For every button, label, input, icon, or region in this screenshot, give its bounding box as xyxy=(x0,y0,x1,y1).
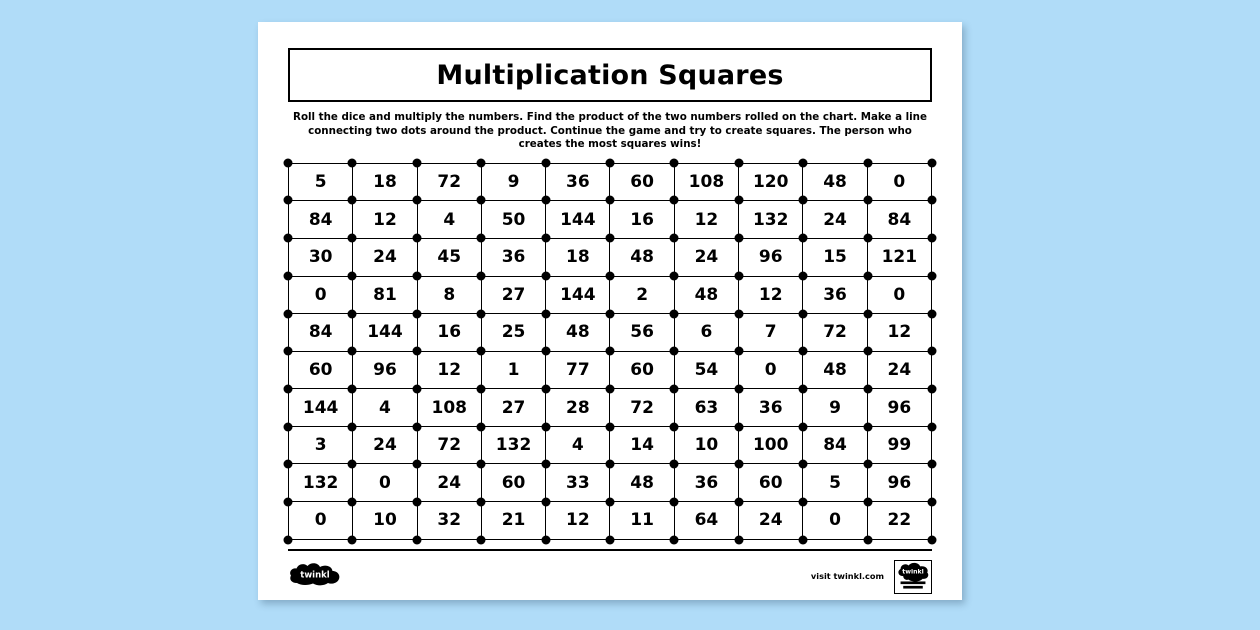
grid-cell[interactable]: 24 xyxy=(674,238,738,276)
grid-cell[interactable]: 96 xyxy=(353,351,417,389)
worksheet-page xyxy=(258,22,962,600)
grid-cell[interactable]: 48 xyxy=(610,238,674,276)
grid-cell[interactable]: 56 xyxy=(610,314,674,352)
svg-text:twinkl: twinkl xyxy=(902,568,924,576)
grid-cell[interactable]: 84 xyxy=(289,314,353,352)
grid-cell[interactable]: 72 xyxy=(417,426,481,464)
grid-cell[interactable]: 60 xyxy=(289,351,353,389)
grid-cell[interactable]: 36 xyxy=(739,389,803,427)
worksheet-content xyxy=(288,48,932,581)
grid-row xyxy=(289,389,932,427)
grid-cell[interactable]: 96 xyxy=(867,464,931,502)
grid-cell[interactable]: 72 xyxy=(417,163,481,201)
grid-cell[interactable]: 27 xyxy=(481,389,545,427)
grid-cell[interactable]: 0 xyxy=(803,502,867,540)
grid-row xyxy=(289,201,932,239)
grid-cell[interactable]: 14 xyxy=(610,426,674,464)
grid-cell[interactable]: 48 xyxy=(610,464,674,502)
grid-cell[interactable]: 24 xyxy=(353,426,417,464)
grid-bottom-rule xyxy=(288,549,932,551)
grid-cell[interactable]: 45 xyxy=(417,238,481,276)
grid-cell[interactable]: 12 xyxy=(867,314,931,352)
grid-cell[interactable]: 60 xyxy=(610,163,674,201)
grid-cell[interactable]: 12 xyxy=(674,201,738,239)
grid-cell[interactable]: 132 xyxy=(481,426,545,464)
page-footer xyxy=(288,559,932,601)
grid-cell[interactable]: 15 xyxy=(803,238,867,276)
grid-cell[interactable]: 12 xyxy=(417,351,481,389)
grid-cell[interactable]: 63 xyxy=(674,389,738,427)
grid-cell[interactable]: 24 xyxy=(803,201,867,239)
grid-cell[interactable]: 25 xyxy=(481,314,545,352)
grid-row xyxy=(289,314,932,352)
grid-cell[interactable]: 3 xyxy=(289,426,353,464)
grid-cell[interactable]: 2 xyxy=(610,276,674,314)
grid-cell[interactable]: 28 xyxy=(546,389,610,427)
grid-body xyxy=(289,163,932,539)
grid-cell[interactable]: 108 xyxy=(674,163,738,201)
grid-cell[interactable]: 60 xyxy=(739,464,803,502)
grid-cell[interactable]: 9 xyxy=(803,389,867,427)
grid-cell[interactable]: 81 xyxy=(353,276,417,314)
grid-cell[interactable]: 144 xyxy=(546,276,610,314)
grid-cell[interactable]: 36 xyxy=(674,464,738,502)
twinkl-badge[interactable] xyxy=(894,560,932,594)
grid-cell[interactable]: 121 xyxy=(867,238,931,276)
grid-cell[interactable]: 132 xyxy=(739,201,803,239)
grid-cell[interactable]: 18 xyxy=(353,163,417,201)
grid-cell[interactable]: 5 xyxy=(289,163,353,201)
grid-cell[interactable]: 4 xyxy=(546,426,610,464)
grid-cell[interactable]: 50 xyxy=(481,201,545,239)
grid-cell[interactable]: 0 xyxy=(353,464,417,502)
grid-cell[interactable]: 5 xyxy=(803,464,867,502)
grid-cell[interactable]: 12 xyxy=(546,502,610,540)
grid-cell[interactable]: 21 xyxy=(481,502,545,540)
grid-cell[interactable]: 60 xyxy=(610,351,674,389)
visit-link[interactable]: visit twinkl.com xyxy=(810,570,884,581)
grid-cell[interactable]: 0 xyxy=(289,502,353,540)
grid-cell[interactable]: 6 xyxy=(674,314,738,352)
grid-row xyxy=(289,163,932,201)
page-title: Multiplication Squares xyxy=(436,59,784,91)
grid-cell[interactable]: 32 xyxy=(417,502,481,540)
grid-cell[interactable]: 77 xyxy=(546,351,610,389)
grid-cell[interactable]: 16 xyxy=(610,201,674,239)
grid-cell[interactable]: 24 xyxy=(353,238,417,276)
grid-cell[interactable]: 132 xyxy=(289,464,353,502)
grid-cell[interactable]: 0 xyxy=(289,276,353,314)
twinkl-logo[interactable] xyxy=(288,561,344,587)
grid-cell[interactable]: 144 xyxy=(353,314,417,352)
grid-cell[interactable]: 27 xyxy=(481,276,545,314)
grid-cell[interactable]: 72 xyxy=(803,314,867,352)
grid-cell[interactable]: 24 xyxy=(867,351,931,389)
grid-row xyxy=(289,238,932,276)
title-box xyxy=(288,48,932,102)
grid-cell[interactable]: 10 xyxy=(674,426,738,464)
grid-cell[interactable]: 4 xyxy=(353,389,417,427)
grid-cell[interactable]: 100 xyxy=(739,426,803,464)
grid-row xyxy=(289,276,932,314)
grid-cell[interactable]: 48 xyxy=(803,163,867,201)
grid-cell[interactable]: 12 xyxy=(739,276,803,314)
grid-cell[interactable]: 11 xyxy=(610,502,674,540)
grid-row xyxy=(289,426,932,464)
grid-cell[interactable]: 120 xyxy=(739,163,803,201)
grid-cell[interactable]: 0 xyxy=(739,351,803,389)
grid-cell[interactable]: 1 xyxy=(481,351,545,389)
grid-cell[interactable]: 18 xyxy=(546,238,610,276)
grid-cell[interactable]: 96 xyxy=(867,389,931,427)
grid-cell[interactable]: 54 xyxy=(674,351,738,389)
grid-cell[interactable]: 10 xyxy=(353,502,417,540)
grid-row xyxy=(289,464,932,502)
grid-cell[interactable]: 144 xyxy=(289,389,353,427)
grid-cell[interactable]: 36 xyxy=(481,238,545,276)
grid-cell[interactable]: 16 xyxy=(417,314,481,352)
grid-cell[interactable]: 72 xyxy=(610,389,674,427)
grid-cell[interactable]: 108 xyxy=(417,389,481,427)
grid-cell[interactable]: 96 xyxy=(739,238,803,276)
grid-cell[interactable]: 64 xyxy=(674,502,738,540)
grid-cell[interactable]: 84 xyxy=(867,201,931,239)
grid-cell[interactable]: 84 xyxy=(289,201,353,239)
grid-cell[interactable]: 48 xyxy=(674,276,738,314)
grid-cell[interactable]: 48 xyxy=(803,351,867,389)
grid-cell[interactable]: 12 xyxy=(353,201,417,239)
grid-cell[interactable]: 0 xyxy=(867,276,931,314)
grid-cell[interactable]: 7 xyxy=(739,314,803,352)
multiplication-grid xyxy=(288,163,932,540)
grid-cell[interactable]: 8 xyxy=(417,276,481,314)
grid-cell[interactable]: 36 xyxy=(546,163,610,201)
grid-cell[interactable]: 48 xyxy=(546,314,610,352)
grid-cell[interactable]: 99 xyxy=(867,426,931,464)
grid-cell[interactable]: 4 xyxy=(417,201,481,239)
svg-text:twinkl: twinkl xyxy=(300,570,330,581)
grid-table xyxy=(288,163,932,540)
grid-cell[interactable]: 22 xyxy=(867,502,931,540)
grid-row xyxy=(289,351,932,389)
grid-cell[interactable]: 24 xyxy=(739,502,803,540)
grid-cell[interactable]: 36 xyxy=(803,276,867,314)
grid-cell[interactable]: 24 xyxy=(417,464,481,502)
instructions-text: Roll the dice and multiply the numbers. Find the product of the two numbers rolled on the chart. Make a line connecting two dots around the product. Continue the game and try to create squares. The person who creates the most squares wins! xyxy=(293,111,927,151)
grid-cell[interactable]: 33 xyxy=(546,464,610,502)
grid-cell[interactable]: 0 xyxy=(867,163,931,201)
grid-cell[interactable]: 84 xyxy=(803,426,867,464)
grid-cell[interactable]: 144 xyxy=(546,201,610,239)
grid-cell[interactable]: 9 xyxy=(481,163,545,201)
grid-cell[interactable]: 60 xyxy=(481,464,545,502)
grid-row xyxy=(289,502,932,540)
grid-cell[interactable]: 30 xyxy=(289,238,353,276)
